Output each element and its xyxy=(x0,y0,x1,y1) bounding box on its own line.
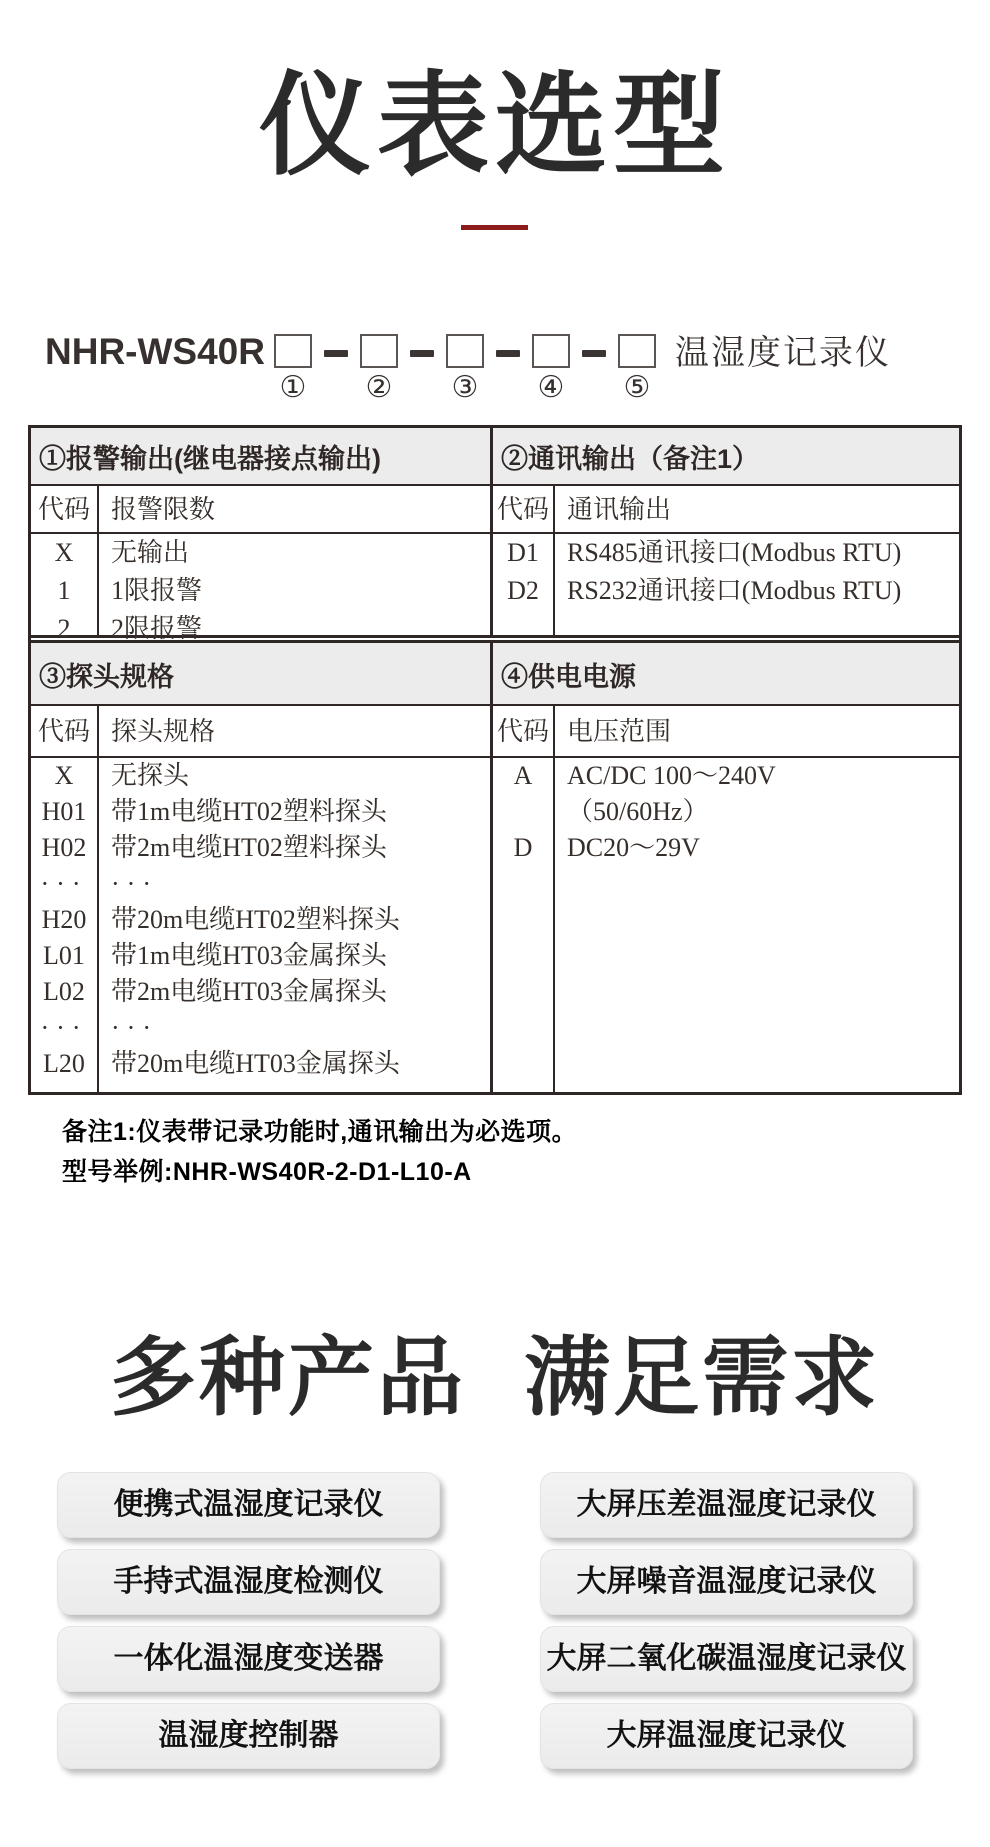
section-title: ③探头规格 xyxy=(31,643,490,706)
desc-cell: RS485通讯接口(Modbus RTU) xyxy=(567,538,902,567)
product-button-handheld-detector[interactable]: 手持式温湿度检测仪 xyxy=(57,1549,440,1615)
product-button-integrated-transmitter[interactable]: 一体化温湿度变送器 xyxy=(57,1626,440,1692)
dash-separator xyxy=(410,350,434,357)
column-header: 电压范围 xyxy=(555,706,959,758)
model-slot-5 xyxy=(617,330,657,405)
code-cell: H02 xyxy=(41,833,87,862)
product-button-bigscreen-pressure-recorder[interactable]: 大屏压差温湿度记录仪 xyxy=(540,1472,913,1538)
section-title: ④供电电源 xyxy=(493,643,959,706)
desc-column xyxy=(99,706,490,1092)
desc-cell: 带1m电缆HT03金属探头 xyxy=(111,941,387,970)
section-body xyxy=(31,486,490,643)
code-cell: D2 xyxy=(507,576,539,605)
product-button-portable-recorder[interactable]: 便携式温湿度记录仪 xyxy=(57,1472,440,1538)
section-comm-output xyxy=(493,428,959,635)
model-slot-4 xyxy=(531,330,571,405)
table-block-2 xyxy=(31,640,959,1092)
code-cell: L01 xyxy=(43,941,85,970)
desc-column xyxy=(555,486,959,635)
section-title: ①报警输出(继电器接点输出) xyxy=(31,428,490,486)
desc-cell: 无输出 xyxy=(111,538,190,567)
code-cell: A xyxy=(513,761,533,790)
circle-number-3: ③ xyxy=(451,370,479,405)
code-column xyxy=(493,486,555,635)
desc-cell: （50/60Hz） xyxy=(567,797,709,826)
column-header: 代码 xyxy=(31,486,97,534)
section-power-supply xyxy=(493,643,959,1092)
code-cell-ellipsis: ··· xyxy=(40,869,88,898)
model-slot-2 xyxy=(359,330,399,405)
desc-cell: 带20m电缆HT02塑料探头 xyxy=(111,905,400,934)
code-cell: H20 xyxy=(41,905,87,934)
code-cell xyxy=(493,794,553,830)
code-cell: L02 xyxy=(43,977,85,1006)
code-cell-ellipsis: ··· xyxy=(40,1013,88,1042)
desc-column xyxy=(99,486,490,643)
section-alarm-output xyxy=(31,428,490,643)
model-box-1 xyxy=(274,334,312,368)
column-header: 代码 xyxy=(31,706,97,758)
model-box-2 xyxy=(360,334,398,368)
section-probe-spec xyxy=(31,643,490,1092)
note-model-example: 型号举例:NHR-WS40R-2-D1-L10-A xyxy=(62,1158,472,1186)
product-button-bigscreen-recorder[interactable]: 大屏温湿度记录仪 xyxy=(540,1703,913,1769)
column-header: 探头规格 xyxy=(99,706,490,758)
desc-cell-ellipsis: ··· xyxy=(111,1013,158,1042)
desc-cell: 1限报警 xyxy=(111,576,203,605)
circle-number-4: ④ xyxy=(537,370,565,405)
code-column xyxy=(31,486,99,643)
desc-cell: DC20～29V xyxy=(567,833,700,862)
product-button-bigscreen-co2-recorder[interactable]: 大屏二氧化碳温湿度记录仪 xyxy=(540,1626,913,1692)
code-cell: 1 xyxy=(57,576,71,605)
desc-cell-ellipsis: ··· xyxy=(111,869,158,898)
section-title: ②通讯输出（备注1） xyxy=(493,428,959,486)
dash-separator xyxy=(496,350,520,357)
products-heading xyxy=(0,1308,990,1432)
circle-number-1: ① xyxy=(279,370,307,405)
code-column xyxy=(493,706,555,1092)
code-cell: D xyxy=(513,833,533,862)
model-box-4 xyxy=(532,334,570,368)
dash-separator xyxy=(324,350,348,357)
products-heading-part2: 满足需求 xyxy=(524,1330,880,1426)
desc-cell: AC/DC 100～240V xyxy=(567,761,776,790)
code-cell: H01 xyxy=(41,797,87,826)
section-body xyxy=(493,706,959,1092)
code-cell: L20 xyxy=(43,1049,85,1078)
desc-cell: 带1m电缆HT02塑料探头 xyxy=(111,797,387,826)
dash-separator xyxy=(582,350,606,357)
product-button-humidity-controller[interactable]: 温湿度控制器 xyxy=(57,1703,440,1769)
note-remark-1: 备注1:仪表带记录功能时,通讯输出为必选项。 xyxy=(62,1118,578,1146)
desc-cell: 带2m电缆HT02塑料探头 xyxy=(111,833,387,862)
title-underline xyxy=(461,225,528,230)
table-block-1 xyxy=(31,428,959,643)
product-button-column-left xyxy=(57,1472,440,1780)
section-body xyxy=(493,486,959,635)
code-column xyxy=(31,706,99,1092)
desc-cell: RS232通讯接口(Modbus RTU) xyxy=(567,576,902,605)
model-slot-3 xyxy=(445,330,485,405)
model-box-3 xyxy=(446,334,484,368)
page-title: 仪表选型 xyxy=(259,63,731,188)
product-button-bigscreen-noise-recorder[interactable]: 大屏噪音温湿度记录仪 xyxy=(540,1549,913,1615)
selection-table xyxy=(28,425,962,1095)
desc-cell: 2限报警 xyxy=(111,614,203,643)
desc-cell: 无探头 xyxy=(111,761,190,790)
desc-cell: 带20m电缆HT03金属探头 xyxy=(111,1049,400,1078)
products-heading-part1: 多种产品 xyxy=(110,1330,466,1426)
code-cell: X xyxy=(54,761,74,790)
notes xyxy=(62,1112,577,1192)
column-header: 通讯输出 xyxy=(555,486,959,534)
model-slot-1 xyxy=(273,330,313,405)
circle-number-2: ② xyxy=(365,370,393,405)
column-header: 代码 xyxy=(493,706,553,758)
code-cell: D1 xyxy=(507,538,539,567)
desc-column xyxy=(555,706,959,1092)
model-prefix: NHR-WS40R xyxy=(45,331,265,372)
desc-cell: 带2m电缆HT03金属探头 xyxy=(111,977,387,1006)
section-body xyxy=(31,706,490,1092)
model-box-5 xyxy=(618,334,656,368)
code-cell: X xyxy=(54,538,74,567)
circle-number-5: ⑤ xyxy=(623,370,651,405)
model-suffix: 温湿度记录仪 xyxy=(674,334,891,372)
column-header: 代码 xyxy=(493,486,553,534)
code-cell: 2 xyxy=(57,614,71,643)
column-header: 报警限数 xyxy=(99,486,490,534)
product-button-column-right xyxy=(540,1472,913,1780)
model-code-diagram xyxy=(45,330,945,405)
